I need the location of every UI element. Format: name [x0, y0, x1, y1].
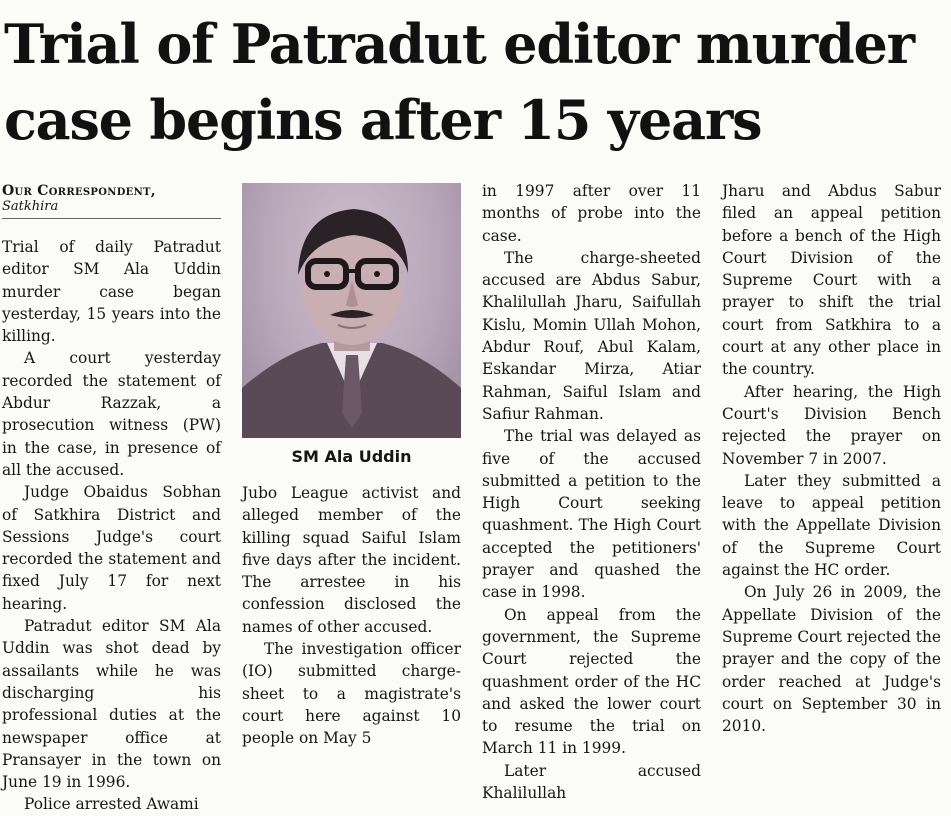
- paragraph: Jharu and Abdus Sabur filed an appeal petition before a bench of the High Court Division of the Supreme Court with a prayer to shift the trial court from Satkhira to a court at any other place in the country.: [722, 182, 941, 379]
- byline-name: Our Correspondent,: [2, 183, 156, 199]
- article-column-2: [242, 482, 461, 750]
- paragraph: The trial was delayed as five of the accused submitted a petition to the High Court seeking quashment. The High Court accepted the petitioners' prayer and quashed the case in 1998.: [482, 427, 701, 602]
- headline-line-2: case begins after 15 years: [4, 88, 762, 152]
- paragraph: On July 26 in 2009, the Appellate Division of the Supreme Court rejected the prayer and the copy of the order reached at Judge's court on September 30 in 2010.: [722, 583, 941, 736]
- article-column-3: [482, 180, 701, 804]
- paragraph: Patradut editor SM Ala Uddin was shot dead by assailants while he was discharging his professional duties at the newspaper office at Pransayer in the town on June 19 in 1996.: [2, 617, 221, 792]
- article-column-1: [2, 236, 221, 816]
- headline-line-1: Trial of Patradut editor murder: [4, 12, 914, 76]
- paragraph: in 1997 after over 11 months of probe into the case.: [482, 182, 701, 245]
- portrait-illustration: [242, 183, 461, 438]
- portrait-photo: [242, 183, 461, 438]
- paragraph: On appeal from the government, the Supreme Court rejected the quashment order of the HC and asked the lower court to resume the trial on March 11 in 1999.: [482, 605, 701, 758]
- paragraph: The charge-sheeted accused are Abdus Sabur, Khalilullah Jharu, Saifullah Kislu, Momin Ullah Mohon, Abdur Rouf, Abul Kalam, Eskandar Mirza, Atiar Rahman, Saiful Islam and Safiur Rahman.: [482, 248, 701, 423]
- paragraph: Trial of daily Patradut editor SM Ala Uddin murder case began yesterday, 15 years into the killing.: [2, 238, 221, 346]
- paragraph: Police arrested Awami: [24, 795, 199, 814]
- paragraph: Later accused Khalilullah: [482, 761, 701, 803]
- byline: [2, 183, 221, 219]
- photo-caption: SM Ala Uddin: [291, 447, 412, 466]
- paragraph: A court yesterday recorded the statement of Abdur Razzak, a prosecution witness (PW) in the case, in presence of all the accused.: [2, 349, 221, 479]
- paragraph: Judge Obaidus Sobhan of Satkhira District and Sessions Judge's court recorded the statement and fixed July 17 for next hearing.: [2, 483, 221, 613]
- article-column-4: [722, 180, 941, 737]
- paragraph: After hearing, the High Court's Division Bench rejected the prayer on November 7 in 2007.: [722, 382, 941, 468]
- paragraph: The investigation officer (IO) submitted charge-sheet to a magistrate's court here against 10 people on May 5: [242, 640, 461, 748]
- headline: [4, 6, 949, 158]
- paragraph: Jubo League activist and alleged member of the killing squad Saiful Islam five days after the incident. The arrestee in his confession disclosed the names of other accused.: [242, 484, 461, 636]
- paragraph: Later they submitted a leave to appeal petition with the Appellate Division of the Supreme Court against the HC order.: [722, 471, 941, 580]
- byline-place: Satkhira: [2, 199, 59, 214]
